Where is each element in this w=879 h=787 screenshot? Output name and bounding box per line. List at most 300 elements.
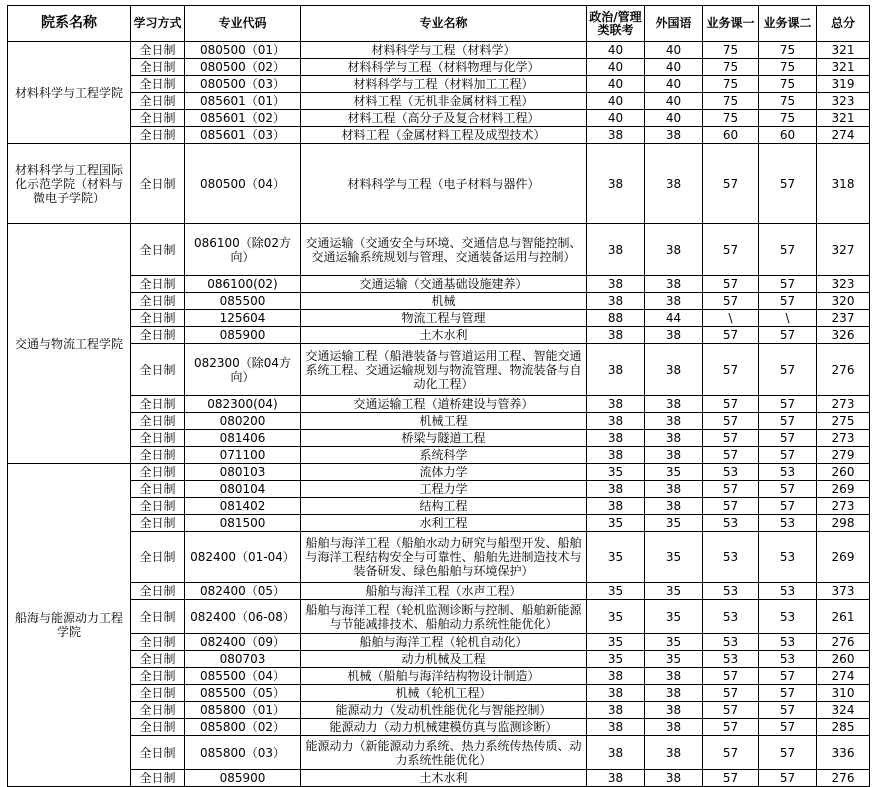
table-body	[8, 42, 870, 787]
major-name-cell: 结构工程	[301, 498, 587, 515]
major-name-cell: 流体力学	[301, 464, 587, 481]
course1-score-cell: 75	[703, 93, 759, 110]
politics-score-cell: 35	[587, 651, 645, 668]
study-mode-cell: 全日制	[131, 464, 185, 481]
major-code-cell: 071100	[185, 447, 301, 464]
table-row	[8, 396, 870, 413]
study-mode-cell: 全日制	[131, 110, 185, 127]
total-score-cell: 327	[817, 224, 870, 276]
table-row	[8, 42, 870, 59]
politics-score-cell: 35	[587, 515, 645, 532]
major-name-cell: 机械	[301, 293, 587, 310]
table-row	[8, 224, 870, 276]
major-code-cell: 080104	[185, 481, 301, 498]
politics-score-cell: 35	[587, 600, 645, 634]
course1-score-cell: 57	[703, 144, 759, 224]
total-score-cell: 373	[817, 583, 870, 600]
politics-score-cell: 38	[587, 770, 645, 787]
major-name-cell: 船舶与海洋工程（船舶水动力研究与船型开发、船舶与海洋工程结构安全与可靠性、船舶先进制造技术与装备研发、绿色船舶与环境保护）	[301, 532, 587, 583]
foreign-language-score-cell: 38	[645, 344, 703, 396]
foreign-language-score-cell: 35	[645, 464, 703, 481]
total-score-cell: 276	[817, 344, 870, 396]
politics-score-cell: 38	[587, 293, 645, 310]
header-study-mode: 学习方式	[131, 6, 185, 42]
table-row	[8, 634, 870, 651]
total-score-cell: 273	[817, 498, 870, 515]
course2-score-cell: 75	[759, 59, 817, 76]
foreign-language-score-cell: 38	[645, 327, 703, 344]
course2-score-cell: 57	[759, 396, 817, 413]
header-foreign-language: 外国语	[645, 6, 703, 42]
course2-score-cell: 57	[759, 498, 817, 515]
course2-score-cell: 57	[759, 224, 817, 276]
department-name-cell: 材料科学与工程国际化示范学院（材料与微电子学院）	[8, 144, 131, 224]
major-name-cell: 船舶与海洋工程（轮机自动化）	[301, 634, 587, 651]
course1-score-cell: 57	[703, 702, 759, 719]
course2-score-cell: 57	[759, 344, 817, 396]
total-score-cell: 319	[817, 76, 870, 93]
total-score-cell: 237	[817, 310, 870, 327]
politics-score-cell: 38	[587, 498, 645, 515]
total-score-cell: 323	[817, 276, 870, 293]
foreign-language-score-cell: 35	[645, 651, 703, 668]
politics-score-cell: 38	[587, 430, 645, 447]
table-row	[8, 430, 870, 447]
total-score-cell: 326	[817, 327, 870, 344]
study-mode-cell: 全日制	[131, 327, 185, 344]
total-score-cell: 276	[817, 770, 870, 787]
course2-score-cell: 53	[759, 634, 817, 651]
foreign-language-score-cell: 38	[645, 430, 703, 447]
major-code-cell: 080500（01）	[185, 42, 301, 59]
course1-score-cell: 53	[703, 651, 759, 668]
major-code-cell: 080200	[185, 413, 301, 430]
course1-score-cell: 75	[703, 76, 759, 93]
major-name-cell: 土木水利	[301, 327, 587, 344]
major-name-cell: 交通运输工程（船港装备与管道运用工程、智能交通系统工程、交通运输规划与物流管理、物流装备与自动化工程）	[301, 344, 587, 396]
course1-score-cell: 53	[703, 600, 759, 634]
course1-score-cell: 60	[703, 127, 759, 144]
study-mode-cell: 全日制	[131, 515, 185, 532]
header-course1: 业务课一	[703, 6, 759, 42]
major-name-cell: 土木水利	[301, 770, 587, 787]
major-name-cell: 材料科学与工程（材料加工工程）	[301, 76, 587, 93]
foreign-language-score-cell: 38	[645, 447, 703, 464]
table-row	[8, 498, 870, 515]
course1-score-cell: 75	[703, 59, 759, 76]
study-mode-cell: 全日制	[131, 293, 185, 310]
table-row	[8, 76, 870, 93]
foreign-language-score-cell: 40	[645, 93, 703, 110]
foreign-language-score-cell: 38	[645, 413, 703, 430]
course1-score-cell: 57	[703, 430, 759, 447]
major-code-cell: 085601（03）	[185, 127, 301, 144]
major-name-cell: 机械（船舶与海洋结构物设计制造）	[301, 668, 587, 685]
total-score-cell: 321	[817, 42, 870, 59]
politics-score-cell: 35	[587, 583, 645, 600]
course1-score-cell: 57	[703, 719, 759, 736]
total-score-cell: 260	[817, 464, 870, 481]
department-name-cell: 交通与物流工程学院	[8, 224, 131, 464]
course1-score-cell: 57	[703, 327, 759, 344]
study-mode-cell: 全日制	[131, 481, 185, 498]
total-score-cell: 298	[817, 515, 870, 532]
table-row	[8, 327, 870, 344]
politics-score-cell: 38	[587, 127, 645, 144]
politics-score-cell: 88	[587, 310, 645, 327]
course1-score-cell: 57	[703, 770, 759, 787]
major-name-cell: 水利工程	[301, 515, 587, 532]
major-name-cell: 桥梁与隧道工程	[301, 430, 587, 447]
header-major-code: 专业代码	[185, 6, 301, 42]
table-row	[8, 702, 870, 719]
major-code-cell: 080703	[185, 651, 301, 668]
table-row	[8, 344, 870, 396]
course1-score-cell: 53	[703, 532, 759, 583]
total-score-cell: 320	[817, 293, 870, 310]
study-mode-cell: 全日制	[131, 583, 185, 600]
course2-score-cell: 57	[759, 430, 817, 447]
total-score-cell: 276	[817, 634, 870, 651]
course1-score-cell: 57	[703, 447, 759, 464]
major-code-cell: 085601（02）	[185, 110, 301, 127]
total-score-cell: 318	[817, 144, 870, 224]
study-mode-cell: 全日制	[131, 447, 185, 464]
course2-score-cell: 57	[759, 770, 817, 787]
course2-score-cell: 75	[759, 110, 817, 127]
major-code-cell: 081500	[185, 515, 301, 532]
study-mode-cell: 全日制	[131, 42, 185, 59]
foreign-language-score-cell: 40	[645, 42, 703, 59]
politics-score-cell: 40	[587, 59, 645, 76]
header-department: 院系名称	[8, 6, 131, 42]
total-score-cell: 323	[817, 93, 870, 110]
course2-score-cell: 57	[759, 481, 817, 498]
foreign-language-score-cell: 38	[645, 685, 703, 702]
foreign-language-score-cell: 35	[645, 600, 703, 634]
study-mode-cell: 全日制	[131, 719, 185, 736]
course1-score-cell: 57	[703, 736, 759, 770]
major-code-cell: 085500	[185, 293, 301, 310]
politics-score-cell: 38	[587, 685, 645, 702]
course1-score-cell: 53	[703, 634, 759, 651]
foreign-language-score-cell: 38	[645, 736, 703, 770]
study-mode-cell: 全日制	[131, 310, 185, 327]
politics-score-cell: 38	[587, 447, 645, 464]
politics-score-cell: 40	[587, 110, 645, 127]
politics-score-cell: 38	[587, 736, 645, 770]
course1-score-cell: 57	[703, 276, 759, 293]
major-name-cell: 动力机械及工程	[301, 651, 587, 668]
study-mode-cell: 全日制	[131, 702, 185, 719]
major-code-cell: 080103	[185, 464, 301, 481]
foreign-language-score-cell: 40	[645, 59, 703, 76]
course2-score-cell: 57	[759, 685, 817, 702]
major-code-cell: 080500（03）	[185, 76, 301, 93]
course1-score-cell: 57	[703, 224, 759, 276]
major-name-cell: 物流工程与管理	[301, 310, 587, 327]
total-score-cell: 261	[817, 600, 870, 634]
foreign-language-score-cell: 38	[645, 481, 703, 498]
table-row	[8, 464, 870, 481]
table-row	[8, 276, 870, 293]
total-score-cell: 260	[817, 651, 870, 668]
table-row	[8, 447, 870, 464]
major-name-cell: 交通运输（交通安全与环境、交通信息与智能控制、交通运输系统规划与管理、交通装备运用与控制）	[301, 224, 587, 276]
course2-score-cell: 57	[759, 702, 817, 719]
foreign-language-score-cell: 35	[645, 532, 703, 583]
politics-score-cell: 40	[587, 42, 645, 59]
foreign-language-score-cell: 38	[645, 396, 703, 413]
course1-score-cell: 53	[703, 515, 759, 532]
course2-score-cell: 53	[759, 515, 817, 532]
table-row	[8, 685, 870, 702]
politics-score-cell: 40	[587, 76, 645, 93]
politics-score-cell: 35	[587, 634, 645, 651]
major-code-cell: 085900	[185, 327, 301, 344]
table-row	[8, 93, 870, 110]
course1-score-cell: 57	[703, 396, 759, 413]
major-code-cell: 082400（09）	[185, 634, 301, 651]
study-mode-cell: 全日制	[131, 651, 185, 668]
major-name-cell: 船舶与海洋工程（轮机监测诊断与控制、船舶新能源与节能减排技术、船舶动力系统性能优化）	[301, 600, 587, 634]
total-score-cell: 273	[817, 396, 870, 413]
major-name-cell: 材料科学与工程（电子材料与器件）	[301, 144, 587, 224]
course2-score-cell: 57	[759, 413, 817, 430]
foreign-language-score-cell: 38	[645, 224, 703, 276]
course2-score-cell: 53	[759, 532, 817, 583]
major-name-cell: 材料科学与工程（材料学）	[301, 42, 587, 59]
major-name-cell: 交通运输工程（道桥建设与管养）	[301, 396, 587, 413]
course2-score-cell: 75	[759, 76, 817, 93]
total-score-cell: 274	[817, 668, 870, 685]
study-mode-cell: 全日制	[131, 668, 185, 685]
major-code-cell: 081406	[185, 430, 301, 447]
total-score-cell: 310	[817, 685, 870, 702]
foreign-language-score-cell: 38	[645, 144, 703, 224]
course2-score-cell: 53	[759, 583, 817, 600]
course1-score-cell: 53	[703, 464, 759, 481]
total-score-cell: 273	[817, 430, 870, 447]
foreign-language-score-cell: 35	[645, 515, 703, 532]
header-course2: 业务课二	[759, 6, 817, 42]
major-name-cell: 机械工程	[301, 413, 587, 430]
politics-score-cell: 40	[587, 93, 645, 110]
total-score-cell: 274	[817, 127, 870, 144]
major-name-cell: 材料工程（金属材料工程及成型技术）	[301, 127, 587, 144]
major-code-cell: 082300（除04方向）	[185, 344, 301, 396]
course2-score-cell: 57	[759, 447, 817, 464]
politics-score-cell: 35	[587, 464, 645, 481]
study-mode-cell: 全日制	[131, 224, 185, 276]
foreign-language-score-cell: 38	[645, 127, 703, 144]
table-row	[8, 310, 870, 327]
course2-score-cell: 75	[759, 42, 817, 59]
major-code-cell: 082300(04)	[185, 396, 301, 413]
major-code-cell: 082400（05）	[185, 583, 301, 600]
course1-score-cell: 53	[703, 583, 759, 600]
table-row	[8, 600, 870, 634]
study-mode-cell: 全日制	[131, 396, 185, 413]
politics-score-cell: 38	[587, 276, 645, 293]
total-score-cell: 269	[817, 481, 870, 498]
foreign-language-score-cell: 40	[645, 76, 703, 93]
table-row	[8, 651, 870, 668]
course1-score-cell: 57	[703, 685, 759, 702]
course1-score-cell: 57	[703, 481, 759, 498]
major-name-cell: 能源动力（动力机械建模仿真与监测诊断）	[301, 719, 587, 736]
politics-score-cell: 38	[587, 327, 645, 344]
admission-score-table	[7, 5, 870, 787]
foreign-language-score-cell: 38	[645, 702, 703, 719]
total-score-cell: 269	[817, 532, 870, 583]
major-code-cell: 085500（04）	[185, 668, 301, 685]
major-code-cell: 085800（01）	[185, 702, 301, 719]
table-row	[8, 127, 870, 144]
major-code-cell: 085500（05）	[185, 685, 301, 702]
major-name-cell: 能源动力（新能源动力系统、热力系统传热传质、动力系统性能优化）	[301, 736, 587, 770]
major-name-cell: 材料工程（高分子及复合材料工程）	[301, 110, 587, 127]
foreign-language-score-cell: 38	[645, 293, 703, 310]
table-row	[8, 583, 870, 600]
major-code-cell: 081402	[185, 498, 301, 515]
foreign-language-score-cell: 35	[645, 634, 703, 651]
major-name-cell: 船舶与海洋工程（水声工程）	[301, 583, 587, 600]
table-row	[8, 413, 870, 430]
major-code-cell: 080500（04）	[185, 144, 301, 224]
header-major-name: 专业名称	[301, 6, 587, 42]
study-mode-cell: 全日制	[131, 59, 185, 76]
study-mode-cell: 全日制	[131, 685, 185, 702]
course2-score-cell: \	[759, 310, 817, 327]
course1-score-cell: 75	[703, 42, 759, 59]
course1-score-cell: 57	[703, 293, 759, 310]
study-mode-cell: 全日制	[131, 144, 185, 224]
foreign-language-score-cell: 38	[645, 498, 703, 515]
study-mode-cell: 全日制	[131, 276, 185, 293]
major-code-cell: 085800（02）	[185, 719, 301, 736]
politics-score-cell: 38	[587, 396, 645, 413]
course2-score-cell: 57	[759, 293, 817, 310]
total-score-cell: 324	[817, 702, 870, 719]
table-row	[8, 59, 870, 76]
course1-score-cell: \	[703, 310, 759, 327]
course2-score-cell: 57	[759, 276, 817, 293]
study-mode-cell: 全日制	[131, 93, 185, 110]
total-score-cell: 321	[817, 110, 870, 127]
table-header-row	[8, 6, 870, 42]
table-row	[8, 481, 870, 498]
politics-score-cell: 38	[587, 481, 645, 498]
course2-score-cell: 75	[759, 93, 817, 110]
table-row	[8, 532, 870, 583]
major-code-cell: 082400（06-08）	[185, 600, 301, 634]
course1-score-cell: 57	[703, 498, 759, 515]
foreign-language-score-cell: 38	[645, 668, 703, 685]
major-name-cell: 工程力学	[301, 481, 587, 498]
foreign-language-score-cell: 38	[645, 276, 703, 293]
study-mode-cell: 全日制	[131, 770, 185, 787]
course2-score-cell: 53	[759, 651, 817, 668]
header-politics: 政治/管理类联考	[587, 6, 645, 42]
total-score-cell: 285	[817, 719, 870, 736]
study-mode-cell: 全日制	[131, 532, 185, 583]
header-total: 总分	[817, 6, 870, 42]
course2-score-cell: 57	[759, 144, 817, 224]
study-mode-cell: 全日制	[131, 344, 185, 396]
politics-score-cell: 38	[587, 702, 645, 719]
course2-score-cell: 53	[759, 600, 817, 634]
table-row	[8, 719, 870, 736]
table-row	[8, 736, 870, 770]
study-mode-cell: 全日制	[131, 413, 185, 430]
politics-score-cell: 38	[587, 344, 645, 396]
course1-score-cell: 75	[703, 110, 759, 127]
politics-score-cell: 35	[587, 532, 645, 583]
study-mode-cell: 全日制	[131, 127, 185, 144]
table-row	[8, 515, 870, 532]
total-score-cell: 279	[817, 447, 870, 464]
study-mode-cell: 全日制	[131, 634, 185, 651]
study-mode-cell: 全日制	[131, 430, 185, 447]
major-name-cell: 系统科学	[301, 447, 587, 464]
major-name-cell: 材料工程（无机非金属材料工程）	[301, 93, 587, 110]
course2-score-cell: 53	[759, 464, 817, 481]
major-code-cell: 085601（01）	[185, 93, 301, 110]
study-mode-cell: 全日制	[131, 736, 185, 770]
course2-score-cell: 60	[759, 127, 817, 144]
major-name-cell: 能源动力（发动机性能优化与智能控制）	[301, 702, 587, 719]
table-row	[8, 110, 870, 127]
major-code-cell: 085800（03）	[185, 736, 301, 770]
foreign-language-score-cell: 35	[645, 583, 703, 600]
major-code-cell: 086100(02)	[185, 276, 301, 293]
course2-score-cell: 57	[759, 719, 817, 736]
politics-score-cell: 38	[587, 719, 645, 736]
course1-score-cell: 57	[703, 344, 759, 396]
course1-score-cell: 57	[703, 668, 759, 685]
major-name-cell: 机械（轮机工程）	[301, 685, 587, 702]
total-score-cell: 321	[817, 59, 870, 76]
foreign-language-score-cell: 44	[645, 310, 703, 327]
study-mode-cell: 全日制	[131, 498, 185, 515]
major-name-cell: 交通运输（交通基础设施建养）	[301, 276, 587, 293]
study-mode-cell: 全日制	[131, 600, 185, 634]
foreign-language-score-cell: 38	[645, 719, 703, 736]
table-row	[8, 770, 870, 787]
foreign-language-score-cell: 40	[645, 110, 703, 127]
politics-score-cell: 38	[587, 668, 645, 685]
course1-score-cell: 57	[703, 413, 759, 430]
table-row	[8, 144, 870, 224]
department-name-cell: 材料科学与工程学院	[8, 42, 131, 144]
course2-score-cell: 57	[759, 327, 817, 344]
major-code-cell: 086100（除02方向）	[185, 224, 301, 276]
course2-score-cell: 57	[759, 668, 817, 685]
politics-score-cell: 38	[587, 224, 645, 276]
total-score-cell: 336	[817, 736, 870, 770]
major-code-cell: 080500（02）	[185, 59, 301, 76]
politics-score-cell: 38	[587, 413, 645, 430]
table-row	[8, 668, 870, 685]
major-code-cell: 085900	[185, 770, 301, 787]
foreign-language-score-cell: 38	[645, 770, 703, 787]
course2-score-cell: 57	[759, 736, 817, 770]
politics-score-cell: 38	[587, 144, 645, 224]
study-mode-cell: 全日制	[131, 76, 185, 93]
major-code-cell: 125604	[185, 310, 301, 327]
department-name-cell: 船海与能源动力工程学院	[8, 464, 131, 787]
